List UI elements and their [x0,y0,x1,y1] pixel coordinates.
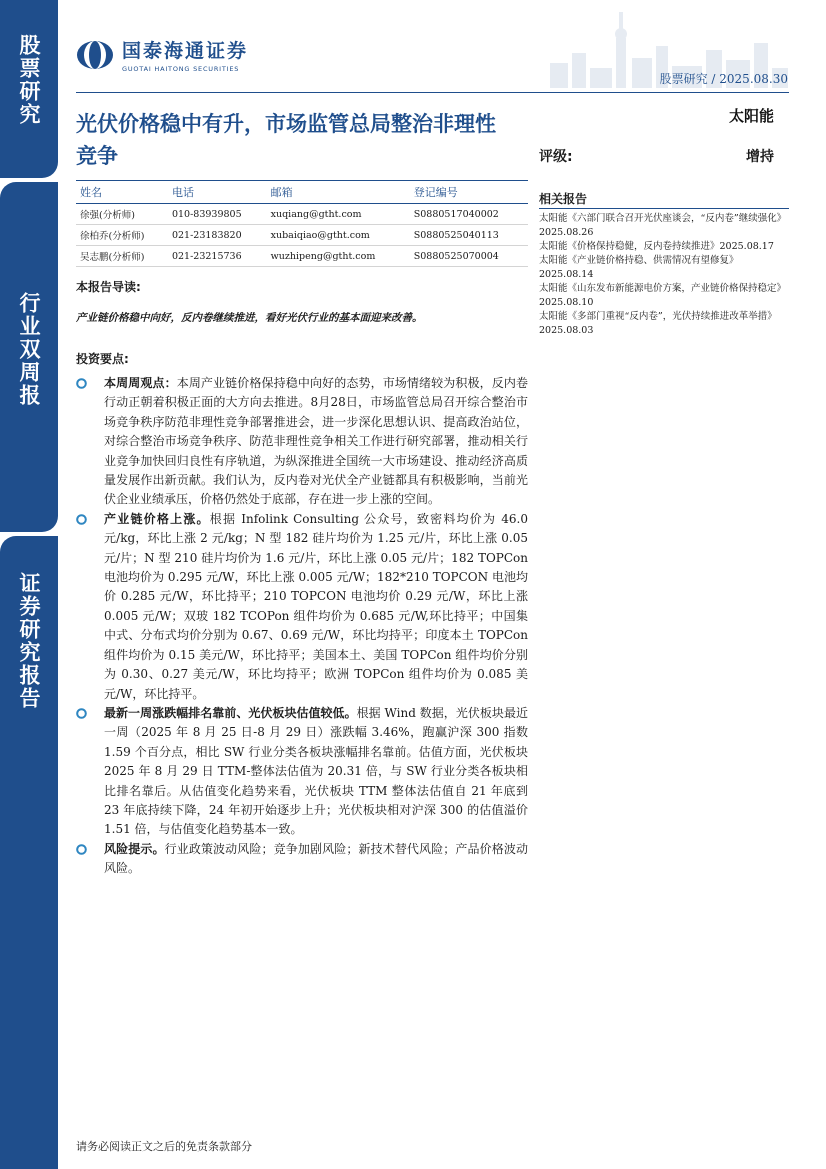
key-point-text: 本周产业链价格保持稳中向好的态势，市场情绪较为积极，反内卷行动正朝着积极正面的大方向去推进。8月28日，市场监管总局召开综合整治市场竞争秩序防范非理性竞争部署推进会，进一步深化思想认识、提高政治站位，对综合整治市场竞争秩序、防范非理性竞争相关工作进行研究部署，推动相关行业竞争加快回归良性有序轨道，为纵深推进全国统一大市场建设、推动经济高质量发展作出新贡献。我们认为，反内卷对光伏全产业链都具有积极影响，当前光伏企业业绩承压，价格仍然处于底部，存在进一步上涨的空间。 [104,376,528,507]
analyst-name: 徐强(分析师) [76,204,168,225]
related-report-link[interactable]: 太阳能《六部门联合召开光伏座谈会，“反内卷”继续强化》2025.08.26 [539,213,787,238]
related-report-link[interactable]: 太阳能《产业链价格持稳、供需情况有望修复》2025.08.14 [539,255,739,280]
logo-text-cn: 国泰海通证券 [122,40,249,62]
analyst-phone: 021-23215736 [168,246,267,267]
key-point-head: 产业链价格上涨。 [104,511,210,526]
guide-text: 产业链价格稳中向好，反内卷继续推进，看好光伏行业的基本面迎来改善。 [76,312,423,324]
sidebar-label: 行业双周报 [17,292,41,407]
key-point-head: 最新一周涨跌幅排名靠前、光伏板块估值较低。 [104,705,357,720]
column-header: 姓名 [76,181,168,204]
related-report-link[interactable]: 太阳能《多部门重视“反内卷”，光伏持续推进改革举措》2025.08.03 [539,311,777,336]
key-point-item [76,704,528,840]
sidebar-block-report-type [0,182,58,532]
bullet-circle-icon [76,708,87,719]
related-reports-list [539,212,789,338]
logo-mark-icon [76,40,114,70]
sidebar-label: 股票研究 [17,34,41,126]
sidebar-block-stock-research [0,0,58,178]
key-point-text: 根据 Wind 数据，光伏板块最近一周（2025 年 8 月 25 日-8 月 29 日）涨跌幅 3.46%，跑赢沪深 300 指数 1.59 个百分点，相比 SW 行业分类各板块涨幅排名靠前。估值方面，光伏板块 2025 年 8 月 29 日 TTM-整体法估值为 20.31 倍，与 SW 行业分类各板块相比排名靠后。从估值变化趋势来看，光伏板块 TTM 整体法估值自 21 年底到 23 年底持续下降，24 年初开始逐步上升；光伏板块相对沪深 300 的估值溢价 1.51 倍，与估值变化趋势基本一致。 [104,705,528,837]
key-point-text: 根据 Infolink Consulting 公众号，致密料均价为 46.0 元/kg，环比上涨 2 元/kg；N 型 182 硅片均价为 1.25 元/片，环比上涨 0.05 元/片；N 型 210 硅片均价为 1.6 元/片，环比上涨 0.05 元/片；182 TOPCon 电池均价为 0.295 元/W，环比上涨 0.005 元/W；182*210 TOPCON 电池均价 0.285 元/W，环比持平；210 TOPCON 电池均价 0.29 元/W，环比上涨 0.005 元/W；双玻 182 TCOPon 组件均价为 0.685 元/W,环比持平；中国集中式、分布式均价分别为 0.67、0.69 元/W，环比均持平；印度本土 TOPCon 组件均价为 0.15 美元/W，环比持平；美国本土、美国 TOPCon 组件均价分别为 0.30、0.27 美元/W，环比均持平；欧洲 TOPCon 组件均价为 0.085 美元/W，环比持平。 [104,511,528,701]
key-points-body [76,374,528,879]
header-divider [76,92,789,93]
disclaimer-footer: 请务必阅读正文之后的免责条款部分 [76,1140,252,1153]
industry-name: 太阳能 [728,107,774,125]
analyst-email[interactable]: wuzhipeng@gtht.com [267,246,410,267]
key-point-head: 本周周观点： [104,376,177,390]
table-row [76,225,528,246]
analyst-table-header [76,181,528,204]
sidebar-block-securities-report [0,536,58,1169]
rating-value: 增持 [746,149,774,165]
logo-text-en: GUOTAI HAITONG SECURITIES [122,65,240,73]
table-row [76,204,528,225]
key-points-title: 投资要点: [76,352,129,366]
analyst-phone: 021-23183820 [168,225,267,246]
related-reports-title: 相关报告 [539,192,588,206]
key-point-text: 行业政策波动风险；竞争加剧风险；新技术替代风险；产品价格波动风险。 [104,841,528,876]
analyst-name: 吴志鹏(分析师) [76,246,168,267]
analyst-reg-no: S0880525070004 [410,246,528,267]
bullet-circle-icon [76,378,87,389]
report-date: 股票研究 / 2025.08.30 [659,72,788,86]
key-point-head: 风险提示。 [104,841,165,856]
key-point-item [76,374,528,510]
analyst-email[interactable]: xuqiang@gtht.com [267,204,410,225]
related-report-link[interactable]: 太阳能《价格保持稳健，反内卷持续推进》2025.08.17 [539,241,774,252]
analyst-table [76,180,528,267]
column-header: 邮箱 [267,181,410,204]
analyst-reg-no: S0880525040113 [410,225,528,246]
related-divider [539,208,789,209]
key-point-item [76,840,528,879]
bullet-circle-icon [76,844,87,855]
rating-label: 评级: [539,149,573,165]
company-logo [76,36,248,73]
analyst-reg-no: S0880517040002 [410,204,528,225]
analyst-email[interactable]: xubaiqiao@gtht.com [267,225,410,246]
analyst-phone: 010-83939805 [168,204,267,225]
bullet-circle-icon [76,514,87,525]
sidebar-label: 证券研究报告 [17,572,41,710]
key-point-item [76,510,528,704]
column-header: 电话 [168,181,267,204]
column-header: 登记编号 [410,181,528,204]
sidebar [0,0,58,1169]
table-row [76,246,528,267]
related-report-link[interactable]: 太阳能《山东发布新能源电价方案，产业链价格保持稳定》2025.08.10 [539,283,787,308]
analyst-name: 徐柏乔(分析师) [76,225,168,246]
guide-title: 本报告导读: [76,280,141,294]
report-title: 光伏价格稳中有升，市场监管总局整治非理性竞争 [76,112,496,168]
